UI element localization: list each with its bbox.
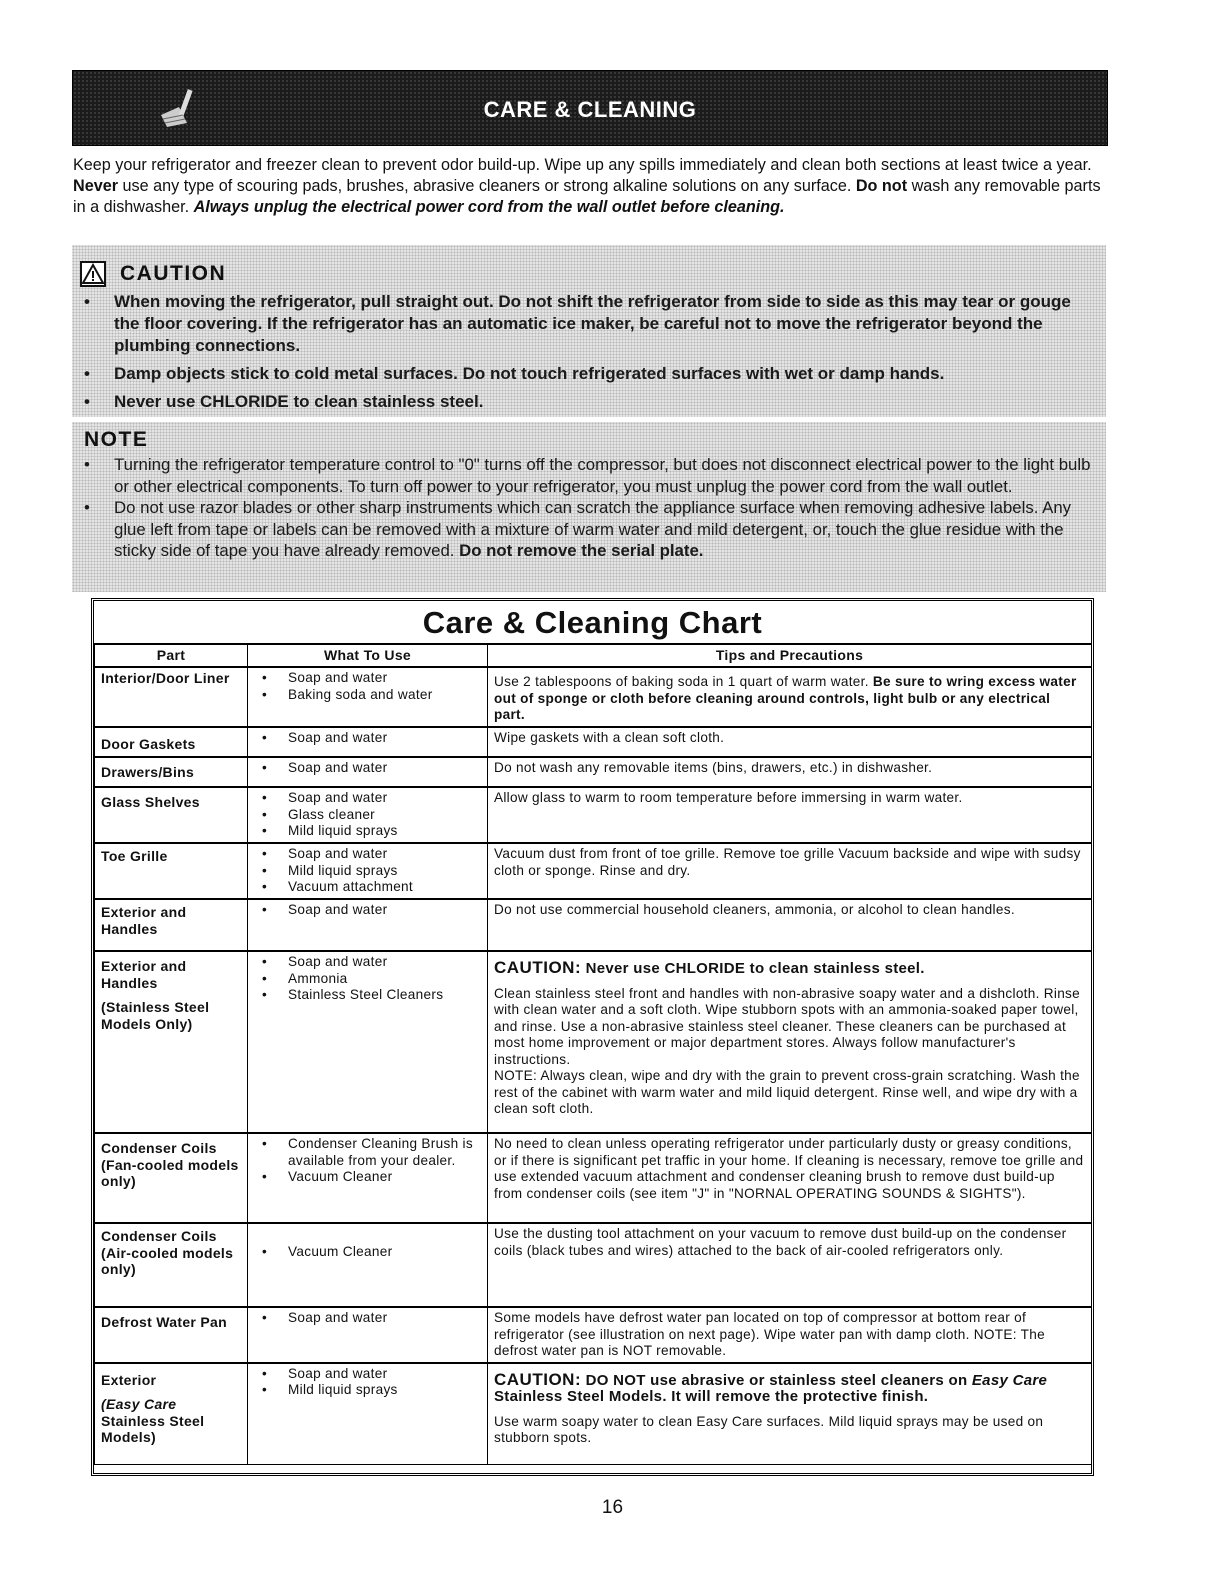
care-table [94,643,1092,1465]
section-banner [72,70,1108,146]
page-number: 16 [601,1497,624,1518]
table-row: Exterior and Handles (Stainless Steel Models Only) • Soap and water • Ammonia • Stainless Steel Cleaners CAUTION: Never use CHLORIDE to clean stainless steel. Clean stainless steel front and handles with non-abrasive soapy water and a dishcloth. Rinse with clean water and a soft cloth. Wipe stubborn spots with an ammonia-soaked paper towel, and rinse. Use a non-abrasive stainless steel cleaner. These cleaners can be purchased at most home improvement or major department stores. Always follow manufacturer's instructions. NOTE: Always clean, wipe and dry with the grain to prevent cross-grain scratching. Wash the rest of the cabinet with warm water and mild liquid detergent. Rinse well, and wipe dry with a clean soft cloth. [95,951,1092,1133]
caution-title: CAUTION [120,262,227,285]
table-row: Exterior (Easy Care Stainless Steel Models) • Soap and water • Mild liquid sprays CAUTION: DO NOT use abrasive or stainless steel cleaners on Easy Care Stainless Steel Models. It will remove the protective finish. Use warm soapy water to clean Easy Care surfaces. Mild liquid sprays may be used on stubborn spots. [95,1363,1092,1465]
header-tips: Tips and Precautions [488,644,1092,667]
header-use: What To Use [248,644,488,667]
intro-text-3: wash any removable parts in a dishwasher. [73,177,1101,216]
list-item: • Damp objects stick to cold metal surfaces. Do not touch refrigerated surfaces with wet or damp hands. [84,364,945,383]
list-item: • Do not use razor blades or other sharp instruments which can scratch the appliance surface when removing adhesive labels. Any glue left from tape or labels can be removed with a mixture of warm water and mild detergent, or, touch the glue residue with the sticky side of tape you have already removed. Do not remove the serial plate. [84,498,1072,560]
intro-text-2: use any type of scouring pads, brushes, abrasive cleaners or strong alkaline solutions on any surface. [118,177,856,195]
care-cleaning-chart [91,598,1094,1476]
table-row: Exterior and Handles • Soap and water Do not use commercial household cleaners, ammonia, or alcohol to clean handles. [95,899,1092,951]
table-row: Defrost Water Pan • Soap and water Some models have defrost water pan located on top of compressor at bottom rear of refrigerator (see illustration on next page). Wipe water pan with damp cloth. NOTE: The defrost water pan is NOT removable. [95,1307,1092,1363]
intro-unplug-warning: Always unplug the electrical power cord from the wall outlet before cleaning. [193,198,785,216]
page-title: CARE & CLEANING [483,97,697,122]
table-row: Glass Shelves • Soap and water • Glass cleaner • Mild liquid sprays Allow glass to warm to room temperature before immersing in warm water. [95,787,1092,843]
intro-text-1: Keep your refrigerator and freezer clean to prevent odor build-up. Wipe up any spills immediately and clean both sections at least twice a year. [73,156,1092,174]
table-row: Condenser Coils (Air-cooled models only) • Vacuum Cleaner Use the dusting tool attachment on your vacuum to remove dust build-up on the condenser coils (black tubes and wires) attached to the back of air-cooled refrigerators only. [95,1223,1092,1307]
table-row: Toe Grille • Soap and water • Mild liquid sprays • Vacuum attachment Vacuum dust from front of toe grille. Remove toe grille Vacuum backside and wipe with sudsy cloth or sponge. Rinse and dry. [95,843,1092,899]
header-part: Part [95,644,248,667]
caution-list [80,291,1092,419]
warning-icon [80,261,106,287]
note-list [80,454,1092,562]
table-row: Drawers/Bins • Soap and water Do not wash any removable items (bins, drawers, etc.) in dishwasher. [95,757,1092,787]
table-row: Condenser Coils (Fan-cooled models only) • Condenser Cleaning Brush is available from your dealer. • Vacuum Cleaner No need to clean unless operating refrigerator under particularly dusty or greasy conditions, or if there is significant pet traffic in your home. If cleaning is necessary, remove toe grille and use extended vacuum attachment and condenser cleaning brush to remove dust build-up from condenser coils (see item "J" in "NORNAL OPERATING SOUNDS & SIGHTS"). [95,1133,1092,1223]
table-header-row [95,644,1092,667]
note-box [72,422,1106,592]
intro-never: Never [73,177,118,195]
note-title: NOTE [84,428,149,451]
intro-paragraph [73,155,1113,218]
list-item: • When moving the refrigerator, pull straight out. Do not shift the refrigerator from side to side as this may tear or gouge the floor covering. If the refrigerator has an automatic ice maker, be careful not to move the refrigerator beyond the plumbing connections. [84,292,1071,355]
intro-do-not: Do not [855,177,908,195]
chart-title: Care & Cleaning Chart [422,605,763,640]
list-item: • Turning the refrigerator temperature control to "0" turns off the compressor, but does not disconnect electrical power to the light bulb or other electrical components. To turn off power to your refrigerator, you must unplug the power cord from the wall outlet. [84,455,1091,496]
table-row: Interior/Door Liner • Soap and water • Baking soda and water Use 2 tablespoons of baking soda in 1 quart of warm water. Be sure to wring excess water out of sponge or cloth before cleaning around controls, light bulb or any electrical part. [95,667,1092,727]
table-row: Door Gaskets • Soap and water Wipe gaskets with a clean soft cloth. [95,727,1092,757]
caution-box [72,245,1106,417]
list-item: • Never use CHLORIDE to clean stainless steel. [84,392,484,411]
